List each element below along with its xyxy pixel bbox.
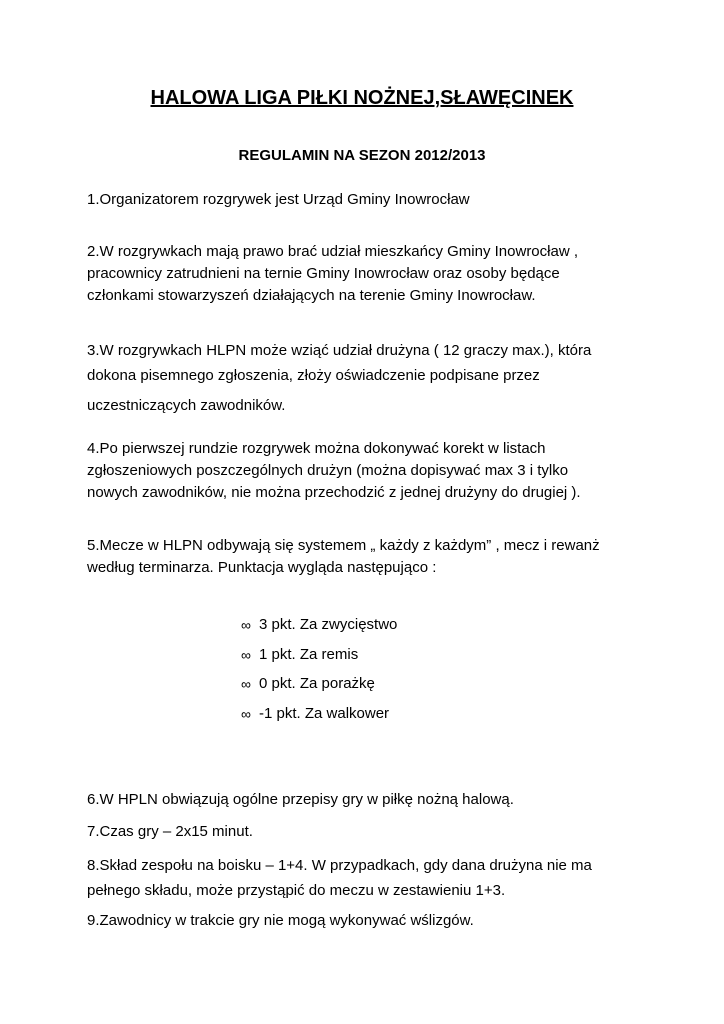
rule-7-line: 7.Czas gry – 2x15 minut. [87, 823, 253, 840]
rule-8-line: pełnego składu, może przystąpić do meczu w zestawieniu 1+3. [87, 882, 506, 899]
scoring-item-text: -1 pkt. Za walkower [259, 704, 390, 722]
rule-5-line: według terminarza. Punktacja wygląda następująco : [87, 559, 437, 576]
rule-9-line: 9.Zawodnicy w trakcie gry nie mogą wykonywać wślizgów. [87, 912, 474, 929]
rule-3 [87, 338, 657, 418]
rule-8-line: 8.Skład zespołu na boisku – 1+4. W przypadkach, gdy dana drużyna nie ma [87, 857, 592, 874]
rule-4 [87, 438, 657, 504]
rule-5 [87, 535, 657, 579]
rule-2-line: członkami stowarzyszeń działających na terenie Gminy Inowrocław. [87, 287, 536, 304]
infinity-icon: ∞ [241, 676, 251, 692]
rule-2 [87, 241, 657, 307]
scoring-list [241, 614, 541, 732]
scoring-item-text: 0 pkt. Za porażkę [259, 675, 375, 692]
rule-2-line: pracownicy zatrudnieni na ternie Gminy Inowrocław oraz osoby będące [87, 265, 560, 282]
rule-4-line: zgłoszeniowych poszczególnych drużyn (można dopisywać max 3 i tylko [87, 462, 569, 479]
scoring-item [241, 614, 541, 644]
rule-1 [87, 189, 657, 211]
rule-6 [87, 789, 657, 811]
scoring-item [241, 703, 541, 733]
rule-4-line: 4.Po pierwszej rundzie rozgrywek można dokonywać korekt w listach [87, 440, 546, 457]
rule-5-line: 5.Mecze w HLPN odbywają się systemem „ każdy z każdym” , mecz i rewanż [87, 537, 600, 554]
infinity-icon: ∞ [241, 646, 251, 663]
rule-3-line: 3.W rozgrywkach HLPN może wziąć udział drużyna ( 12 graczy max.), która [87, 342, 592, 359]
rule-6-line: 6.W HPLN obwiązują ogólne przepisy gry w piłkę nożną halową. [87, 791, 514, 808]
scoring-item [241, 644, 541, 674]
rule-3-line: dokona pisemnego zgłoszenia, złoży oświadczenie podpisane przez [87, 367, 540, 384]
rule-7 [87, 821, 657, 843]
rule-1-line: 1.Organizatorem rozgrywek jest Urząd Gminy Inowrocław [87, 191, 470, 208]
rule-8 [87, 853, 657, 903]
rule-2-line: 2.W rozgrywkach mają prawo brać udział mieszkańcy Gminy Inowrocław , [87, 243, 578, 260]
scoring-item-text: 3 pkt. Za zwycięstwo [259, 616, 398, 633]
scoring-item-text: 1 pkt. Za remis [259, 645, 359, 663]
rule-4-line: nowych zawodników, nie można przechodzić z jednej drużyny do drugiej ). [87, 484, 581, 501]
scoring-item [241, 673, 541, 703]
document-title: HALOWA LIGA PIŁKI NOŻNEJ,SŁAWĘCINEK [150, 87, 574, 109]
infinity-icon: ∞ [241, 705, 251, 722]
rule-9 [87, 910, 657, 932]
rule-3-line: uczestniczących zawodników. [87, 397, 286, 414]
infinity-icon: ∞ [241, 617, 251, 633]
document-subtitle: REGULAMIN NA SEZON 2012/2013 [238, 147, 486, 164]
